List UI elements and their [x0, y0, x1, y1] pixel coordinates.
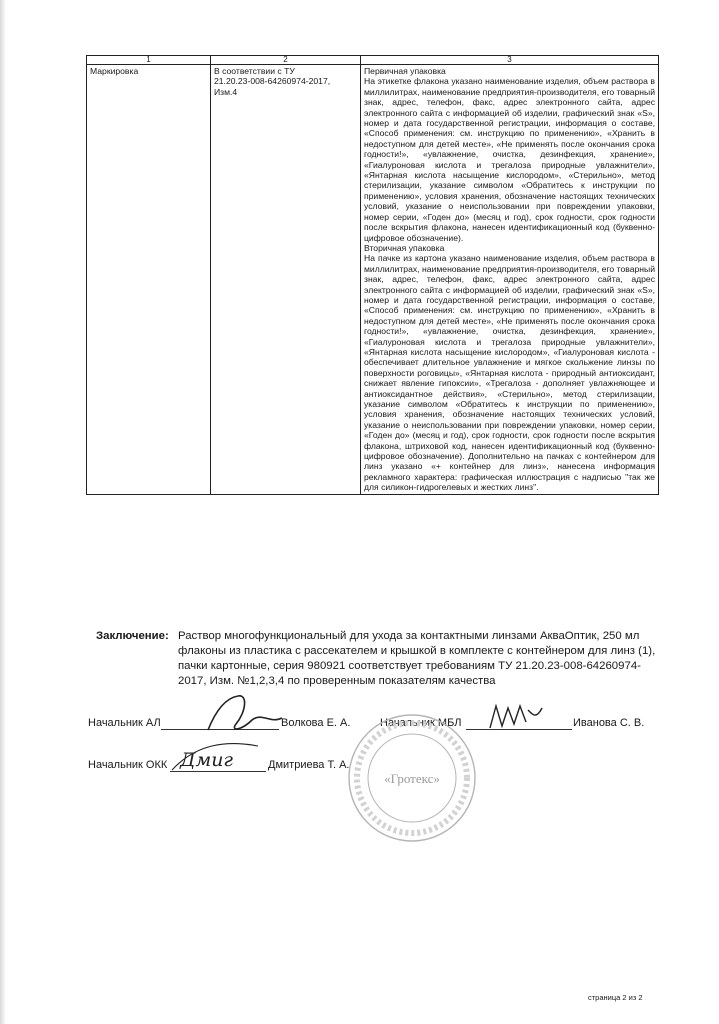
signature-name-mbl: Иванова С. В. — [573, 717, 645, 729]
col-header-1: 1 — [87, 56, 211, 65]
signature-name-okk: Дмитриева Т. А. — [268, 759, 350, 771]
primary-packaging-heading: Первичная упаковка — [364, 66, 446, 76]
requirement-line: 21.20.23-008-64260974-2017, — [214, 76, 331, 87]
conclusion-text: Раствор многофункциональный для ухода за контактными линзами АкваОптик, 250 мл флаконы из пластика с рассекателем и крышкой в комплекте с контейнером для линз (1), пачки картонные, серия 980921 соответствует требованиям ТУ 21.20.23-008-64260974-2017, Изм. №1,2,3,4 по проверенным показателям качества — [178, 630, 656, 687]
col-header-3: 3 — [361, 56, 659, 65]
requirement-line: Изм.4 — [214, 86, 238, 97]
table-header-row — [87, 56, 659, 65]
stamp-text: «Гротекс» — [384, 771, 440, 786]
primary-packaging-text: На этикетке флакона указано наименование изделия, объем раствора в миллилитрах, наименование предприятия-производителя, его товарный знак, адрес, телефон, факс, адрес электронного сайта, адрес электронного сайта с информацией об изделии, графический знак «S», номер и дата государственной регистрации, информация о составе, «Способ применения: см. инструкцию по применению», «Хранить в недоступном для детей месте», «Не применять после окончания срока годности!», «увлажнение, очистка, дезинфекция, хранение», «Гиалуроновая кислота и трегалоза природные увлажнители», «Янтарная кислота насыщение кислородом», «Стерильно», метод стерилизации, указание символом «Обратитесь к инструкции по применению», условия хранения, обозначение настоящих технических условий, указание о неиспользовании при повреждении упаковки, номер серии, «Годен до» (месяц и год), срок годности, срок годности после вскрытия флакона, нанесен идентификационный код (буквенно-цифровое обозначение). — [364, 76, 655, 243]
cell-result — [361, 65, 659, 495]
handwritten-signature-2 — [486, 700, 546, 734]
table-row — [87, 65, 659, 495]
secondary-packaging-text: На пачке из картона указано наименование изделия, объем раствора в миллилитрах, наименование предприятия-производителя, его товарный знак, адрес, телефон, факс, адрес электронного сайта, адрес электронного сайта с информацией об изделии, графический знак «S», номер и дата государственной регистрации, информация о составе, «Способ применения: см. инструкцию по применению», «Хранить в недоступном для детей месте», «Не применять после окончания срока годности!», «увлажнение, очистка, дезинфекция, хранение», «Гиалуроновая кислота и трегалоза природные увлажнители», «Янтарная кислота насыщение кислородом», «Гиалуроновая кислота - обеспечивает длительное увлажнение и мягкое скольжение линзы по поверхности роговицы», «Янтарная кислота - природный антиоксидант, снижает явление гипоксии», «Трегалоза - дополняет увлажняющее и антиоксидантное действия», «Стерильно», метод стерилизации, указание символом «Обратитесь к инструкции по применению», условия хранения, обозначение настоящих технических условий, указание о неиспользовании при повреждении упаковки, номер серии, «Годен до» (месяц и год), срок годности, срок годности после вскрытия флакона, штриховой код, нанесен идентификационный код (буквенно-цифровое обозначение). Дополнительно на пачках с контейнером для линз указано «+ контейнер для линз», нанесена информация рекламного характера: графическая иллюстрация с надписью "так же для силикон-гидрогелевых и жестких линз". — [364, 253, 655, 493]
cell-parameter: Маркировка — [87, 65, 211, 495]
handwritten-signature-3 — [166, 736, 266, 776]
scan-edge — [0, 0, 6, 1024]
signature-title-okk: Начальник ОКК — [88, 759, 168, 771]
page-number: страница 2 из 2 — [588, 993, 643, 1002]
signature-name-al: Волкова Е. А. — [281, 717, 351, 729]
signature-title-mbl: Начальник МБЛ — [380, 717, 462, 729]
col-header-2: 2 — [211, 56, 361, 65]
handwritten-signature-1 — [196, 690, 286, 738]
handwriting-text: Дмиг — [180, 749, 234, 771]
round-stamp — [346, 712, 478, 844]
secondary-packaging-heading: Вторичная упаковка — [364, 242, 445, 253]
marking-table — [86, 55, 659, 495]
signature-title-al: Начальник АЛ — [88, 717, 161, 729]
conclusion-label: Заключение: — [96, 630, 169, 642]
requirement-line: В соответствии с ТУ — [214, 66, 295, 76]
cell-requirement — [211, 65, 361, 495]
